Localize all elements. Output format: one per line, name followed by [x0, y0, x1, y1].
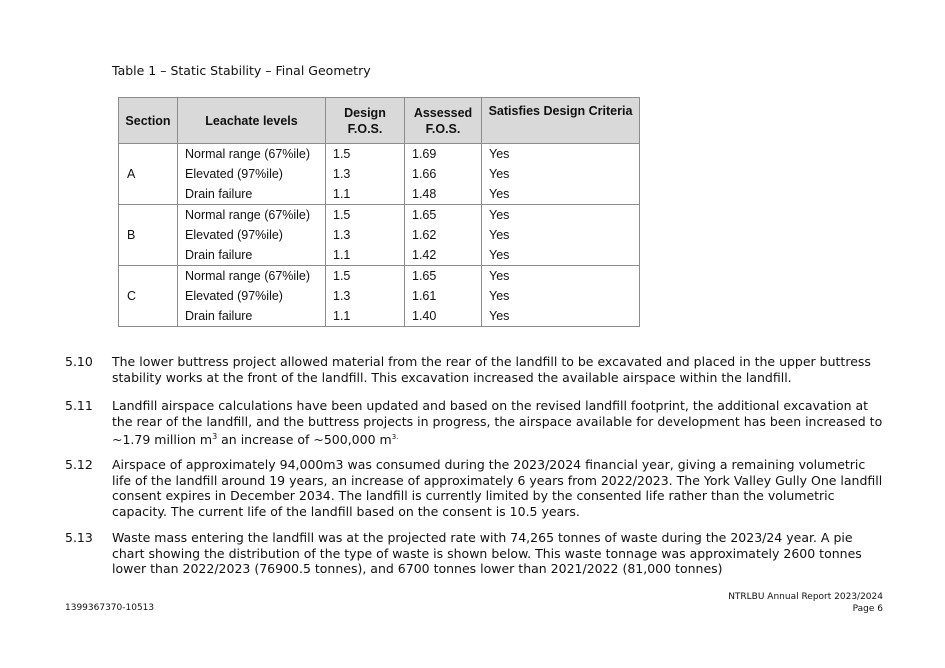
assessed-fos-cell: 1.66 [405, 164, 482, 184]
leachate-cell: Elevated (97%ile) [178, 225, 326, 245]
document-id: 1399367370-10513 [65, 603, 155, 613]
header-satisfies-criteria: Satisfies Design Criteria [482, 98, 640, 144]
table-row [119, 266, 640, 287]
paragraph-number: 5.10 [65, 354, 93, 369]
design-fos-cell: 1.5 [326, 266, 405, 287]
satisfies-cell: Yes [482, 225, 640, 245]
header-design-line1: Design [344, 105, 386, 120]
paragraph-text: Airspace of approximately 94,000m3 was consumed during the 2023/2024 financial year, giving a remaining volumetric life of the landfill around 19 years, an increase of approximately 6 years from 2022/2023. The York Valley Gully One landfill consent expires in December 2034. The landfill is currently limited by the consented life rather than the volumetric capacity. The current life of the landfill based on the consent is 10.5 years. [112, 457, 883, 519]
table-row [119, 184, 640, 205]
superscript: 3 [212, 432, 218, 441]
table-row [119, 205, 640, 226]
assessed-fos-cell: 1.40 [405, 306, 482, 327]
table-row [119, 144, 640, 165]
design-fos-cell: 1.1 [326, 184, 405, 205]
table-row [119, 306, 640, 327]
satisfies-cell: Yes [482, 205, 640, 226]
design-fos-cell: 1.1 [326, 306, 405, 327]
assessed-fos-cell: 1.65 [405, 205, 482, 226]
satisfies-cell: Yes [482, 144, 640, 165]
leachate-cell: Drain failure [178, 245, 326, 266]
leachate-cell: Normal range (67%ile) [178, 205, 326, 226]
design-fos-cell: 1.5 [326, 144, 405, 165]
paragraph-text: The lower buttress project allowed material from the rear of the landfill to be excavated and placed in the upper buttress stability works at the front of the landfill. This excavation increased the available airspace within the landfill. [112, 354, 871, 385]
paragraph-number: 5.13 [65, 530, 93, 545]
page-number: Page 6 [852, 603, 883, 614]
paragraph-5-11 [65, 398, 885, 448]
assessed-fos-cell: 1.48 [405, 184, 482, 205]
paragraph-text-part: an increase of ~500,000 m [217, 432, 392, 448]
leachate-cell: Elevated (97%ile) [178, 164, 326, 184]
satisfies-cell: Yes [482, 306, 640, 327]
assessed-fos-cell: 1.62 [405, 225, 482, 245]
satisfies-cell: Yes [482, 245, 640, 266]
footer-report-info [728, 592, 883, 615]
paragraph-5-12 [65, 457, 885, 519]
satisfies-cell: Yes [482, 164, 640, 184]
leachate-cell: Normal range (67%ile) [178, 266, 326, 287]
assessed-fos-cell: 1.42 [405, 245, 482, 266]
superscript: 3. [391, 433, 399, 441]
design-fos-cell: 1.3 [326, 164, 405, 184]
design-fos-cell: 1.3 [326, 225, 405, 245]
assessed-fos-cell: 1.65 [405, 266, 482, 287]
leachate-cell: Elevated (97%ile) [178, 286, 326, 306]
satisfies-cell: Yes [482, 266, 640, 287]
report-title: NTRLBU Annual Report 2023/2024 [728, 592, 883, 602]
assessed-fos-cell: 1.69 [405, 144, 482, 165]
paragraph-text [112, 398, 885, 448]
header-section: Section [119, 98, 178, 144]
paragraph-text-part: Landfill airspace calculations have been updated and based on the revised landfill footprint, the additional excavation at the rear of the landfill, and the buttress projects in progress, the airspace available for development has been increased to ~1.79 million m [112, 398, 883, 448]
header-leachate-levels: Leachate levels [178, 98, 326, 144]
section-cell: C [119, 266, 178, 327]
design-fos-cell: 1.3 [326, 286, 405, 306]
assessed-fos-cell: 1.61 [405, 286, 482, 306]
header-assessed-line1: Assessed [413, 105, 473, 120]
table-row [119, 245, 640, 266]
header-assessed-line2: F.O.S. [425, 121, 461, 136]
satisfies-cell: Yes [482, 184, 640, 205]
table-header-row [119, 98, 640, 144]
table-caption: Table 1 – Static Stability – Final Geometry [112, 63, 371, 78]
table-row [119, 225, 640, 245]
design-fos-cell: 1.1 [326, 245, 405, 266]
paragraph-text: Waste mass entering the landfill was at the projected rate with 74,265 tonnes of waste during the 2023/24 year. A pie chart showing the distribution of the type of waste is shown below. This waste tonnage was approximately 2600 tonnes lower than 2022/2023 (76900.5 tonnes), and 6700 tonnes lower than 2021/2022 (81,000 tonnes) [112, 530, 862, 576]
table-row [119, 286, 640, 306]
stability-table [118, 97, 640, 327]
paragraph-5-10 [65, 354, 885, 385]
section-cell: B [119, 205, 178, 266]
header-assessed-fos [405, 98, 482, 144]
header-design-fos [326, 98, 405, 144]
paragraph-number: 5.11 [65, 398, 93, 413]
paragraph-5-13 [65, 530, 885, 577]
leachate-cell: Normal range (67%ile) [178, 144, 326, 165]
section-cell: A [119, 144, 178, 205]
leachate-cell: Drain failure [178, 184, 326, 205]
paragraph-number: 5.12 [65, 457, 93, 472]
table-row [119, 164, 640, 184]
leachate-cell: Drain failure [178, 306, 326, 327]
satisfies-cell: Yes [482, 286, 640, 306]
design-fos-cell: 1.5 [326, 205, 405, 226]
header-design-line2: F.O.S. [347, 121, 383, 136]
